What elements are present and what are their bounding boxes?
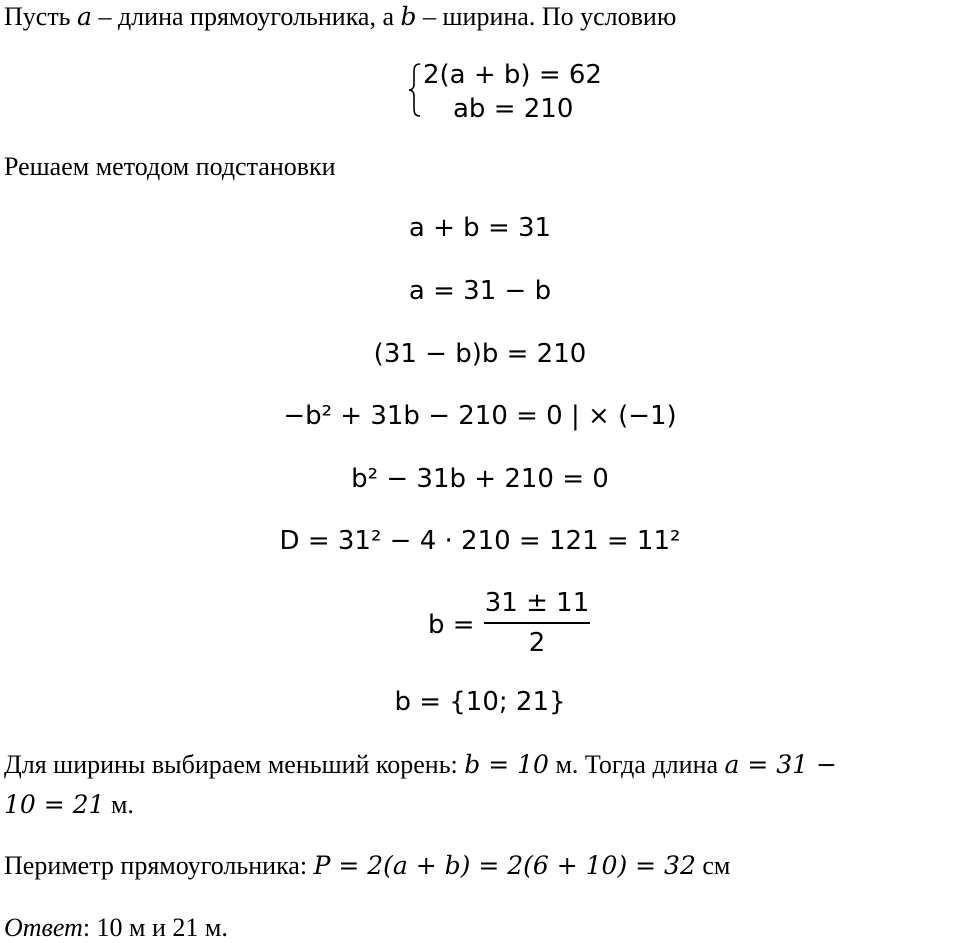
choice-text-2: м. Тогда длина [548,750,725,779]
var-b: b [400,2,417,31]
perimeter-line [4,851,956,881]
answer-label: Ответ [4,913,83,942]
equation-2: a = 31 − b [408,276,552,306]
system-equation-1: 2(a + b) = 62 [423,60,602,90]
perimeter-math: P = 2(a + b) = 2(6 + 10) = 32 [313,851,696,880]
answer-line [4,913,956,943]
fraction [484,586,590,660]
choice-line-2 [4,790,956,820]
fraction-denominator: 2 [528,628,546,658]
perimeter-unit: см [695,851,731,880]
fraction-bar [484,622,590,624]
intro-text-3: – ширина. По условию [416,2,677,31]
equation-3: (31 − b)b = 210 [373,339,587,369]
equation-5: b² − 31b + 210 = 0 [351,464,609,494]
choice-line-1 [4,750,956,780]
method-text: Решаем методом подстановки [4,152,336,181]
roots-equation: b = {10; 21} [394,687,566,717]
choice-math-a: a = 31 − [724,750,837,779]
intro-text: Пусть [4,2,78,31]
discriminant-equation: D = 31² − 4 · 210 = 121 = 11² [279,526,681,556]
answer-text: : 10 м и 21 м. [82,913,228,942]
choice-unit: м. [104,790,134,819]
intro-line [4,2,956,32]
choice-math-result: 10 = 21 [4,790,105,819]
intro-text-2: – длина прямоугольника, а [91,2,401,31]
fraction-numerator: 31 ± 11 [484,588,590,618]
perimeter-label: Периметр прямоугольника: [4,851,314,880]
var-a: a [77,2,92,31]
equation-1: a + b = 31 [408,213,552,243]
choice-text: Для ширины выбираем меньший корень: [4,750,465,779]
system-equation-2: ab = 210 [453,94,574,124]
left-brace-icon [408,62,422,118]
choice-math-b: b = 10 [464,750,549,779]
equation-4: −b² + 31b − 210 = 0 | × (−1) [283,401,677,431]
root-formula-lhs: b = [428,610,475,640]
